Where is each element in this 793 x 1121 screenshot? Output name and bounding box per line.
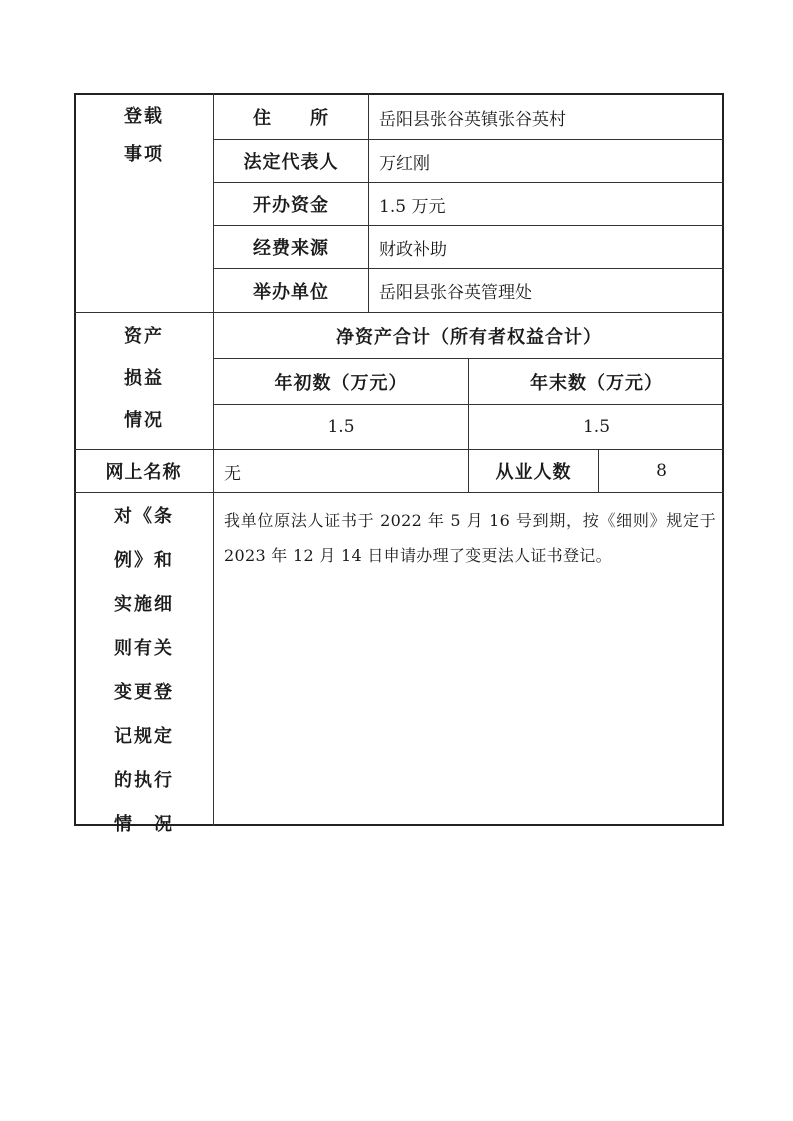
compliance-label-line: 情 况 (114, 814, 174, 835)
net-assets-header: 净资产合计（所有者权益合计） (336, 326, 602, 348)
address-value: 岳阳县张谷英镇张谷英村 (379, 109, 566, 130)
address-label: 住 所 (253, 108, 329, 129)
compliance-text: 我单位原法人证书于 2022 年 5 月 16 号到期，按《细则》规定于 2023 年 12 月 14 日申请办理了变更法人证书登记。 (224, 511, 716, 565)
funding-source-label: 经费来源 (253, 238, 329, 259)
assets-label-line: 资产 (124, 326, 164, 347)
assets-label-line: 情况 (124, 410, 164, 431)
assets-label (74, 322, 214, 432)
registration-label-line: 登载 (124, 106, 164, 127)
compliance-label-line: 变更登 (114, 682, 174, 703)
online-name-value: 无 (224, 463, 241, 484)
online-name-label: 网上名称 (105, 462, 182, 483)
legal-rep-value: 万红刚 (379, 153, 430, 174)
staff-count-label: 从业人数 (495, 462, 572, 483)
compliance-label-line: 则有关 (114, 638, 174, 659)
year-end-value: 1.5 (582, 417, 611, 437)
capital-label: 开办资金 (253, 195, 329, 216)
assets-label-line: 损益 (124, 368, 164, 389)
compliance-label (74, 502, 214, 836)
compliance-label-line: 实施细 (114, 594, 174, 615)
legal-rep-label: 法定代表人 (243, 152, 339, 173)
compliance-label-line: 例》和 (114, 550, 174, 571)
capital-value: 1.5 万元 (379, 196, 446, 217)
year-start-header: 年初数（万元） (274, 372, 408, 394)
row-divider (74, 492, 724, 493)
compliance-label-line: 的执行 (114, 770, 174, 791)
sponsor-label: 举办单位 (253, 281, 329, 303)
registration-label-line: 事项 (124, 144, 164, 165)
compliance-label-line: 对《条 (114, 506, 174, 527)
year-start-value: 1.5 (327, 417, 355, 437)
year-end-header: 年末数（万元） (530, 372, 663, 394)
staff-count-value: 8 (656, 461, 667, 481)
compliance-label-line: 记规定 (114, 726, 174, 747)
sponsor-value: 岳阳县张谷英管理处 (379, 283, 532, 303)
funding-source-value: 财政补助 (379, 239, 447, 260)
registration-label (74, 102, 214, 166)
